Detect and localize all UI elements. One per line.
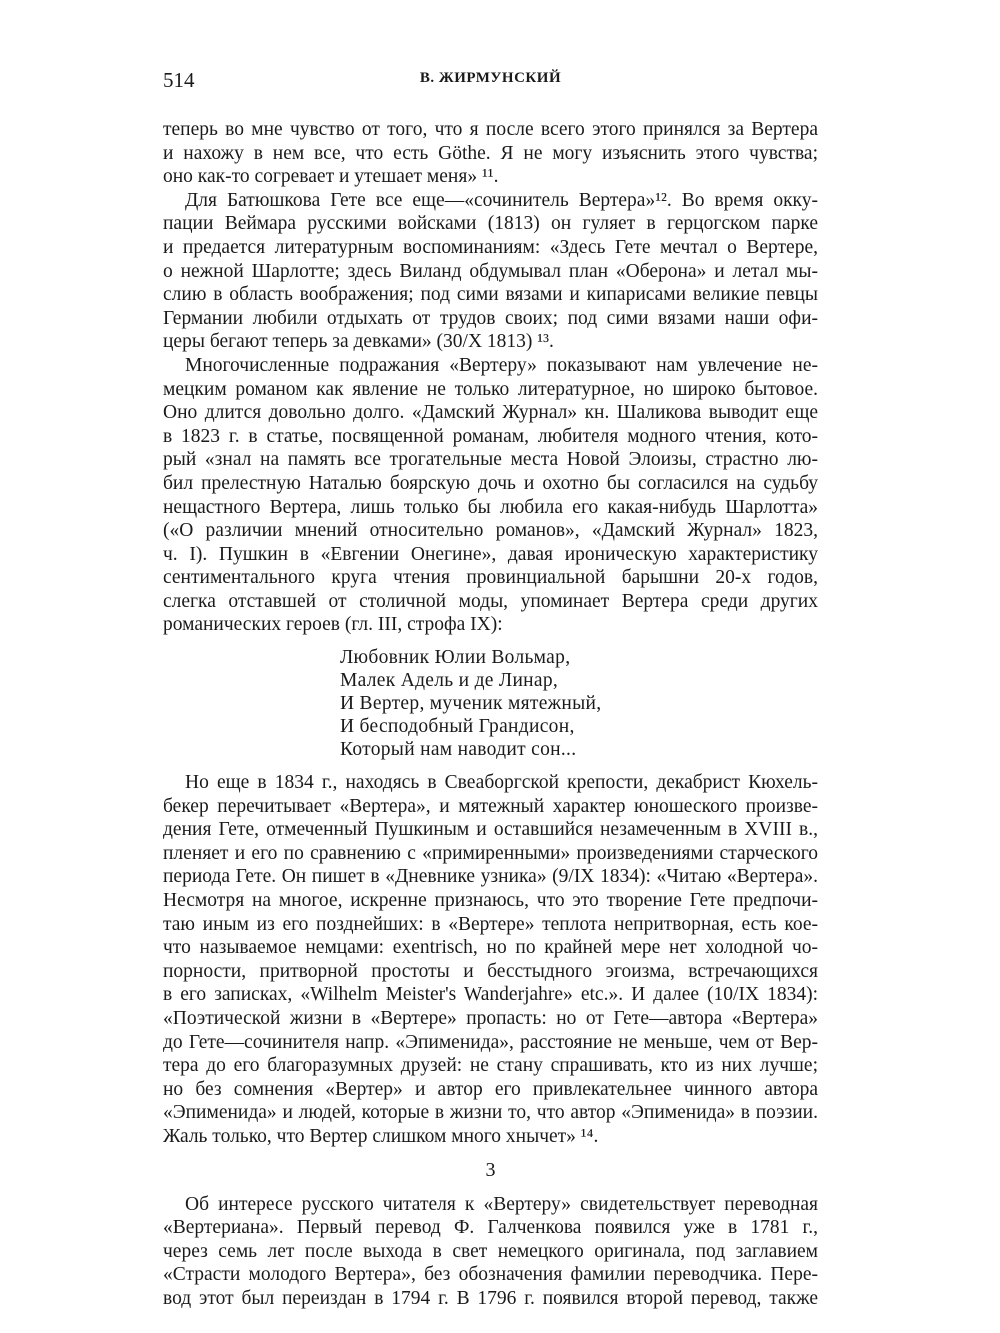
text-line: тера до его благоразумных друзей: не стану спрашивать, кто из них лучше;	[163, 1055, 818, 1077]
text-line: и предается литературным воспоминаниям: «Здесь Гете мечтал о Вертере,	[163, 236, 818, 258]
text-line: Для Батюшкова Гете все еще—«сочинитель Вертера»¹². Во время окку-	[185, 189, 818, 211]
text-line: оно как-то согревает и утешает меня» ¹¹.	[163, 166, 499, 188]
body-text	[163, 118, 818, 1311]
text-line: дения Гете, отмеченный Пушкиным и оставшийся незамеченным в XVIII в.,	[163, 819, 818, 841]
text-line: Об интересе русского читателя к «Вертеру» свидетельствует переводная	[185, 1193, 818, 1215]
text-line: Несмотря на многое, искренне признаюсь, что это творение Гете предпочи-	[163, 890, 818, 912]
paragraph	[163, 1193, 818, 1311]
text-line: в 1823 г. в статье, посвященной романам, любителя модного чтения, кото-	[163, 425, 818, 447]
text-line: «Вертериана». Первый перевод Ф. Галченкова появился уже в 1781 г.,	[163, 1217, 818, 1239]
text-line: но без сомнения «Вертер» и автор его привлекательнее чинного автора	[163, 1078, 818, 1100]
verse-quotation	[163, 646, 818, 761]
page-number: 514	[163, 68, 195, 92]
verse-line: Любовник Юлии Вольмар,	[340, 647, 571, 669]
text-line: «Поэтической жизни в «Вертере» пропасть: но от Гете—автора «Вертера»	[163, 1008, 818, 1029]
text-line: пленяет и его по сравнению с «примиренными» произведениями старческого	[163, 842, 818, 864]
text-line: «Страсти молодого Вертера», без обозначения фамилии переводчика. Пере-	[163, 1264, 818, 1286]
text-line: слию в область воображения; под сими вязами и кипарисами великие певцы	[163, 284, 818, 306]
text-line: периода Гете. Он пишет в «Дневнике узника» (9/IX 1834): «Читаю «Вертера».	[163, 866, 818, 888]
running-head-author: В. ЖИРМУНСКИЙ	[419, 70, 562, 86]
text-line: и нахожу в нем все, что есть Göthe. Я не могу изъяснить этого чувства;	[163, 142, 818, 164]
text-line: ч. I). Пушкин в «Евгении Онегине», давая ироническую характеристику	[163, 543, 818, 565]
text-line: порности, притворной простоты и бесстыдного эгоизма, встречающихся	[163, 960, 818, 982]
text-line: «Эпименида» и людей, которые в жизни то, что автор «Эпименида» в поэзии.	[163, 1102, 818, 1124]
text-line: Но еще в 1834 г., находясь в Свеаборгской крепости, декабрист Кюхель-	[185, 772, 818, 794]
text-line: пации Веймара русскими войсками (1813) он гуляет в герцогском парке	[163, 213, 818, 235]
text-line: слегка отставшей от столичной моды, упоминает Вертера среди других	[163, 590, 818, 612]
paragraph	[163, 118, 818, 189]
text-line: о нежной Шарлотте; здесь Виланд обдумывал план «Оберона» и летал мы-	[163, 260, 818, 282]
text-line: Оно длится довольно долго. «Дамский Журнал» кн. Шаликова выводит еще	[163, 402, 818, 424]
text-line: бекер перечитывает «Вертера», и мятежный характер юношеского произве-	[163, 795, 818, 817]
running-head	[163, 68, 818, 92]
text-line: через семь лет после выхода в свет немецкого оригинала, под заглавием	[163, 1240, 818, 1262]
text-line: нещастного Вертера, лишь только бы любила его какая-нибудь Шарлотта»	[163, 496, 818, 518]
verse-line: И бесподобный Грандисон,	[340, 716, 575, 738]
text-line: мецким романом как явление не только литературное, но широко бытовое.	[163, 378, 818, 400]
text-line: что называемое немцами: exentrisch, но по крайней мере нет холодной чо-	[163, 937, 818, 959]
verse-line: Малек Адель и де Линар,	[340, 670, 559, 692]
paragraph	[163, 189, 818, 354]
verse-line: Который нам наводит сон...	[340, 739, 577, 761]
text-line: в его записках, «Wilhelm Meister's Wanderjahre» etc.». И далее (10/IX 1834):	[163, 984, 818, 1006]
text-line: сентиментального круга чтения провинциальной барышни 20-х годов,	[163, 567, 818, 589]
text-line: бил прелестную Наталью боярскую дочь и охотно бы согласился на судьбу	[163, 472, 818, 494]
text-line: романических героев (гл. III, строфа IX):	[163, 614, 503, 636]
text-line: Германии любили отдыхать от трудов своих; под сими вязами наши офи-	[163, 307, 818, 329]
paragraph	[163, 354, 818, 637]
text-line: Многочисленные подражания «Вертеру» показывают нам увлечение не-	[185, 354, 818, 376]
text-line: до Гете—сочинителя напр. «Эпименида», расстояние не меньше, чем от Вер-	[163, 1031, 818, 1053]
text-line: таю иным из его позднейших: в «Вертере» теплота непритворная, есть кое-	[163, 913, 818, 935]
text-line: («О различии мнений относительно романов», «Дамский Журнал» 1823,	[163, 520, 818, 542]
text-line: церы бегают теперь за девками» (30/X 1813) ¹³.	[163, 331, 554, 353]
text-line: теперь во мне чувство от того, что я после всего этого принялся за Вертера	[163, 119, 818, 140]
section-number: 3	[485, 1158, 496, 1181]
text-line: вод этот был переиздан в 1794 г. В 1796 г. появился второй перевод, также	[163, 1287, 818, 1309]
text-line: рый «знал на память все трогательные места Новой Элоизы, страстно лю-	[163, 449, 818, 471]
paragraph	[163, 771, 818, 1149]
verse-line: И Вертер, мученик мятежный,	[340, 693, 602, 715]
text-line: Жаль только, что Вертер слишком много хнычет» ¹⁴.	[163, 1125, 599, 1147]
